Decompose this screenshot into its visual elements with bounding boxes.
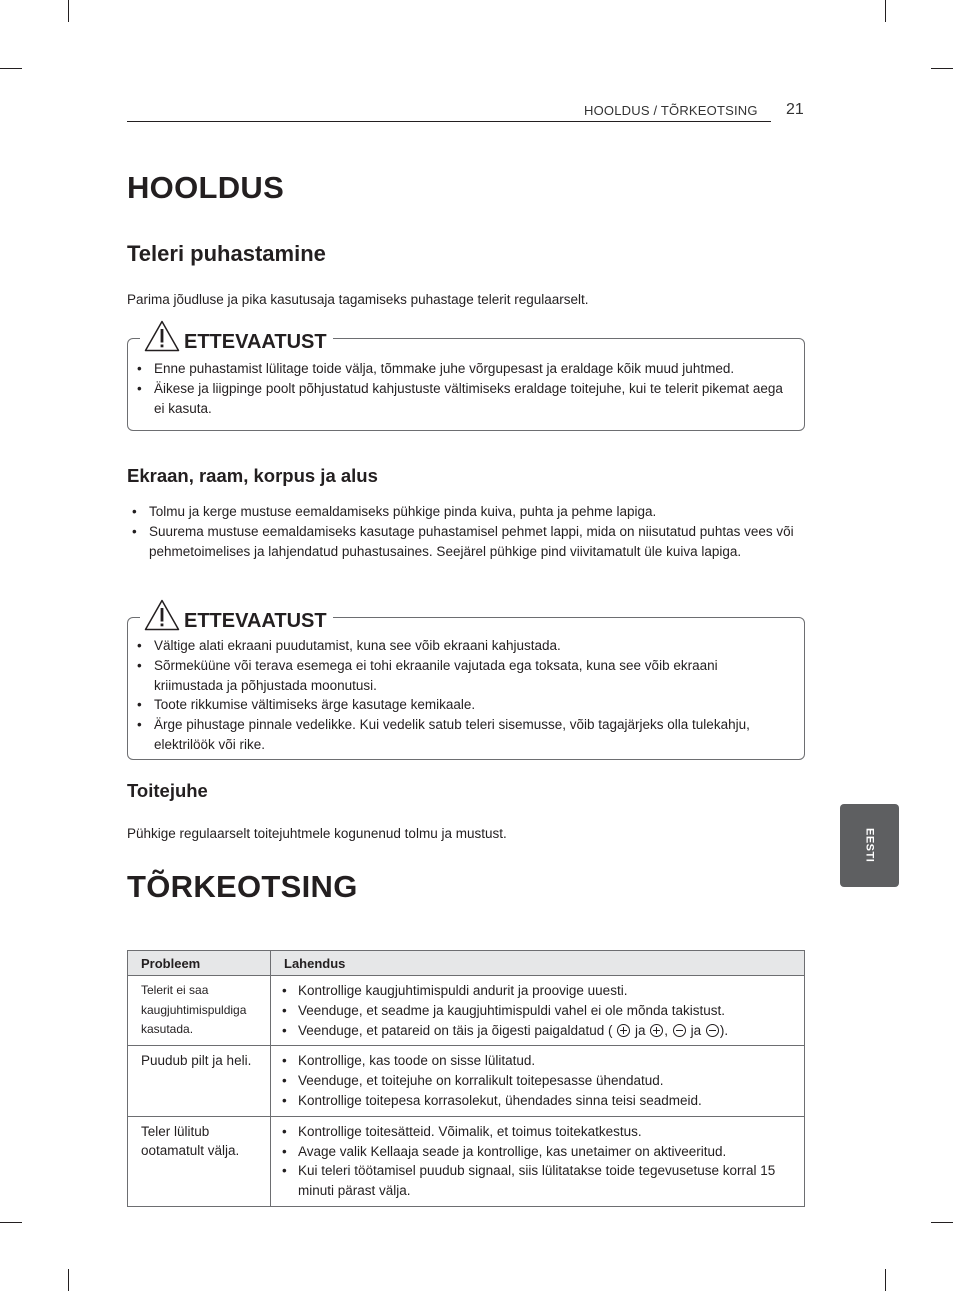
column-header-solution: Lahendus [271,951,805,976]
list-item: • Veenduge, et toitejuhe on korralikult toitepesasse ühendatud. [298,1071,794,1091]
troubleshooting-table [127,950,805,1207]
list-item: • Veenduge, et seadme ja kaugjuhtimispuldi vahel ei ole mõnda takistust. [298,1001,794,1021]
page-number: 21 [786,101,804,118]
troubleshooting-title: TÕRKEOTSING [127,869,358,904]
list-item: • Kontrollige, kas toode on sisse lülitatud. [298,1051,794,1071]
plus-terminal-icon [650,1024,663,1037]
table-row [128,1046,805,1116]
crop-mark [931,1222,953,1223]
list-item: • Avage valik Kellaaja seade ja kontrollige, kas unetaimer on aktiveeritud. [298,1142,794,1162]
language-tab-label: EESTI [863,828,876,863]
column-header-problem: Probleem [128,951,271,976]
polarity-ja: ja [635,1022,646,1038]
minus-terminal-icon [706,1024,719,1037]
solution-cell [271,976,805,1046]
caution-list [154,636,790,755]
intro-text: Parima jõudluse ja pika kasutusaja tagamiseks puhastage telerit regulaarselt. [127,292,589,307]
section-title-cleaning: Teleri puhastamine [127,241,326,266]
list-item: • Kontrollige toitepesa korrasolekut, ühendades sinna teisi seadmeid. [298,1091,794,1111]
crop-mark [0,68,22,69]
minus-terminal-icon [673,1024,686,1037]
problem-cell: Teler lülitub ootamatult välja. [128,1116,271,1206]
solution-cell [271,1046,805,1116]
list-item: • Suurema mustuse eemaldamiseks kasutage puhastamisel pehmet lappi, mida on niisutatud puhtas vees või pehmetoimelises ja lahjendatud puhastusaines. Seejärel pühkige pind viivitamatult üle kuiva lapiga. [149,522,799,562]
power-cord-text: Pühkige regulaarselt toitejuhtmele kogunenud tolmu ja mustust. [127,826,507,841]
list-item [298,1021,794,1041]
list-item: • Kontrollige toitesätteid. Võimalik, et toimus toitekatkestus. [298,1122,794,1142]
crop-mark [885,1269,886,1291]
list-item: • Kontrollige kaugjuhtimispuldi andurit ja proovige uuesti. [298,981,794,1001]
crop-mark [0,1222,22,1223]
crop-mark [68,0,69,22]
list-item: • Toote rikkumise vältimiseks ärge kasutage kemikaale. [154,695,790,715]
solution-list [284,1051,794,1110]
problem-cell: Puudub pilt ja heli. [128,1046,271,1116]
solution-list [284,981,794,1040]
list-item: • Äikese ja liigpinge poolt põhjustatud kahjustuste vältimiseks eraldage toitejuhe, kui te telerit pikemat aega ei kasuta. [154,379,790,419]
plus-terminal-icon [617,1024,630,1037]
running-header: HOOLDUS / TÕRKEOTSING [584,103,758,118]
solution-list [284,1122,794,1201]
header-rule [127,121,771,122]
polarity-close: ). [719,1022,729,1038]
section-title-power-cord: Toitejuhe [127,780,208,801]
screen-cleaning-list [149,502,799,561]
caution-box [127,610,805,760]
language-tab [840,804,899,887]
battery-text: Veenduge, et patareid on täis ja õigesti paigaldatud ( [298,1022,613,1038]
table-row [128,1116,805,1206]
warning-triangle-icon [144,599,180,631]
caution-list [154,359,790,418]
list-item: • Kui teleri töötamisel puudub signaal, siis lülitatakse toide tegevusetuse korral 15 minuti pärast välja. [298,1161,794,1201]
crop-mark [931,68,953,69]
caution-heading [140,601,333,631]
polarity-ja: ja [690,1022,702,1038]
list-item: • Enne puhastamist lülitage toide välja, tõmmake juhe võrgupesast ja eraldage kõik muud juhtmed. [154,359,790,379]
polarity-comma: , [664,1022,669,1038]
caution-box [127,331,805,431]
list-item: • Tolmu ja kerge mustuse eemaldamiseks pühkige pinda kuiva, puhta ja pehme lapiga. [149,502,799,522]
caution-heading [140,322,333,352]
list-item: • Sõrmeküüne või terava esemega ei tohi ekraanile vajutada ega toksata, kuna see võib ekraani kriimustada ja põhjustada moonutusi. [154,656,790,696]
page-title: HOOLDUS [127,170,285,205]
warning-triangle-icon [144,320,180,352]
table-row [128,976,805,1046]
problem-cell: Telerit ei saa kaugjuhtimispuldiga kasutada. [128,976,271,1046]
section-title-screen: Ekraan, raam, korpus ja alus [127,465,378,486]
list-item: • Ärge pihustage pinnale vedelikke. Kui vedelik satub teleri sisemusse, võib tagajärjeks olla tulekahju, elektrilöök või rike. [154,715,790,755]
crop-mark [885,0,886,22]
table-header-row [128,951,805,976]
caution-label: ETTEVAATUST [184,331,327,353]
solution-cell [271,1116,805,1206]
crop-mark [68,1269,69,1291]
caution-label: ETTEVAATUST [184,610,327,632]
list-item: • Vältige alati ekraani puudutamist, kuna see võib ekraani kahjustada. [154,636,790,656]
